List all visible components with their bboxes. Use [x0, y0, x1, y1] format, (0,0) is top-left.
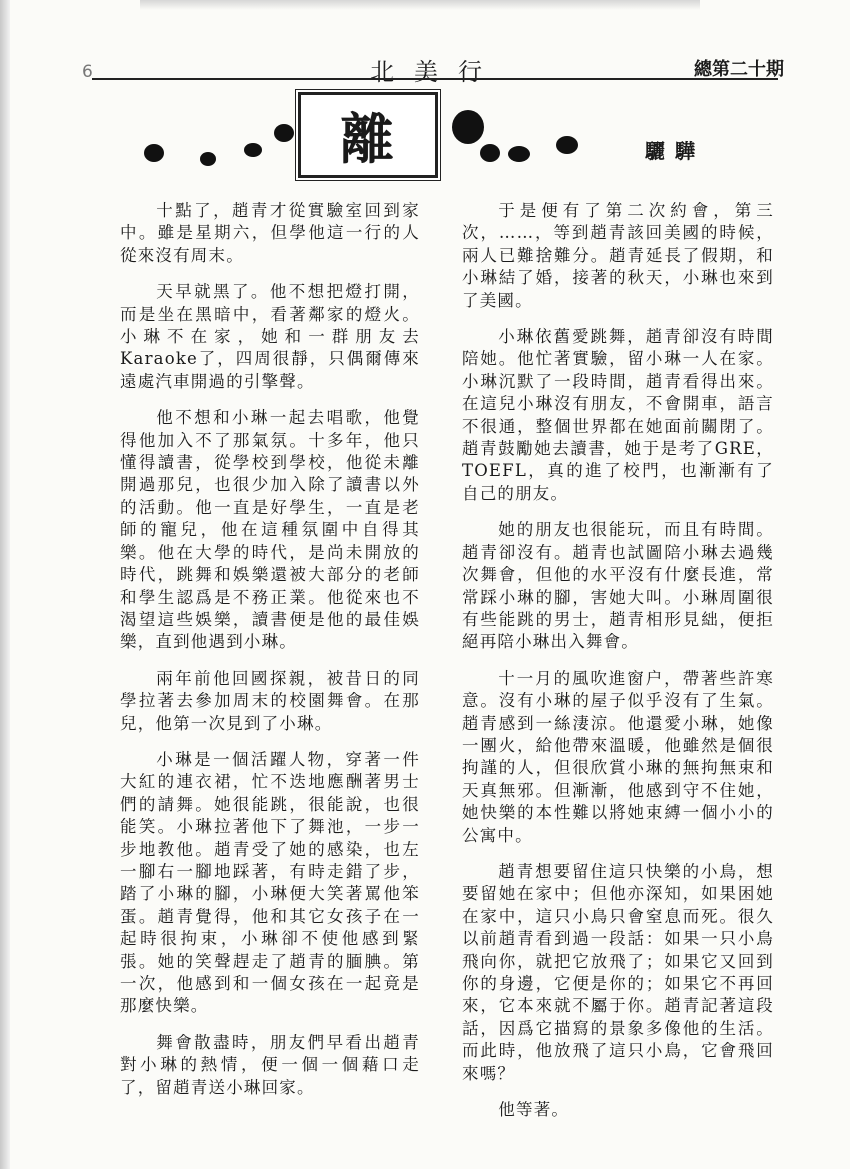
- decor-dot-right-1: [452, 110, 484, 144]
- paragraph: 十點了，趙青才從實驗室回到家中。雖是星期六，但學他這一行的人從來沒有周末。: [120, 201, 420, 265]
- decor-dot-right-2: [480, 144, 500, 162]
- paragraph: 他不想和小琳一起去唱歌，他覺得他加入不了那氣氛。十多年，他只懂得讀書，從學校到學校，他從未離開過那兒，也很少加入除了讀書以外的活動。他一直是好學生，一直是老師的寵兒，他在這種氛圍中自得其樂。他在大學的時代，是尚未開放的時代，跳舞和娛樂還被大部分的老師和學生認爲是不務正業。他從來也不渴望這些娛樂，讀書便是他的最佳娛樂，直到他遇到小琳。: [120, 408, 420, 652]
- decor-dot-right-4: [556, 136, 578, 154]
- scan-shadow: [140, 0, 700, 10]
- paragraph: 她的朋友也很能玩，而且有時間。趙青卻沒有。趙青也試圖陪小琳去過幾次舞會，但他的水平沒有什麼長進，常常踩小琳的腳，害她大叫。小琳周圍很有些能跳的男士，趙青相形見絀，便拒絕再陪小琳出入舞會。: [462, 520, 774, 652]
- right-column: [462, 200, 774, 1135]
- page-binding-edge: [0, 0, 10, 1169]
- title-box: [298, 92, 438, 178]
- paragraph: 舞會散盡時，朋友們早看出趙青對小琳的熱情，便一個一個藉口走了，留趙青送小琳回家。: [120, 1032, 420, 1097]
- decor-dot-right-3: [508, 146, 530, 162]
- paragraph: 趙青想要留住這只快樂的小鳥，想要留她在家中；但他亦深知，如果困她在家中，這只小鳥只會窒息而死。很久以前趙青看到過一段話：如果一只小鳥飛向你，就把它放飛了；如果它又回到你的身邊，它便是你的；如果它不再回來，它本來就不屬于你。趙青記著這段話，因爲它描寫的景象多像他的生活。而此時，他放飛了這只小鳥，它會飛回來嗎？: [462, 861, 774, 1083]
- paragraph: 于是便有了第二次約會，第三次，……，等到趙青該回美國的時候，兩人已難捨難分。趙青延長了假期，和小琳結了婚，接著的秋天，小琳也來到了美國。: [462, 201, 774, 310]
- decor-dot-left-1: [144, 144, 164, 162]
- decor-dot-left-2: [200, 152, 216, 166]
- decor-dot-left-3: [244, 143, 262, 157]
- paragraph: 小琳依舊愛跳舞，趙青卻沒有時間陪她。他忙著實驗，留小琳一人在家。小琳沉默了一段時間，趙青看得出來。在這兒小琳沒有朋友，不會開車，語言不很通，整個世界都在她面前關閉了。趙青鼓勵她去讀書，她于是考了GRE，TOEFL，真的進了校門，也漸漸有了自己的朋友。: [462, 327, 774, 503]
- left-column: [120, 200, 420, 1113]
- paragraph: 他等著。: [498, 1100, 570, 1120]
- issue-number: 總第二十期: [694, 59, 784, 80]
- page-number: 6: [82, 62, 93, 82]
- publication-title: 北美行: [370, 58, 502, 86]
- header-rule: [92, 78, 778, 80]
- paragraph: 十一月的風吹進窗户，帶著些許寒意。沒有小琳的屋子似乎沒有了生氣。趙青感到一絲淒涼。他還愛小琳，她像一團火，給他帶來溫暖，他雖然是個很拘謹的人，但很欣賞小琳的無拘無束和天真無邪。但漸漸，他感到守不住她，她快樂的本性難以將她束縛一個小小的公寓中。: [462, 668, 774, 845]
- article-author: 驪驊: [645, 139, 705, 163]
- paragraph: 小琳是一個活躍人物，穿著一件大紅的連衣裙，忙不迭地應酬著男士們的請舞。她很能跳，很能說，也很能笑。小琳拉著他下了舞池，一步一步地教他。趙青受了她的感染，也左一腳右一腳地踩著，有時走錯了步，踏了小琳的腳，小琳便大笑著罵他笨蛋。趙青覺得，他和其它女孩子在一起時很拘束，小琳卻不使他感到緊張。她的笑聲趕走了趙青的腼腆。第一次，他感到和一個女孩在一起竟是那麼快樂。: [120, 749, 420, 1016]
- article-title: 離: [340, 106, 396, 171]
- paragraph: 天早就黑了。他不想把燈打開，而是坐在黑暗中，看著鄰家的燈火。小琳不在家，她和一群朋友去Karaoke了，四周很靜，只偶爾傳來遠處汽車開過的引擎聲。: [120, 282, 420, 391]
- decor-dot-left-4: [274, 124, 294, 142]
- paragraph: 兩年前他回國探親，被昔日的同學拉著去參加周末的校園舞會。在那兒，他第一次見到了小琳。: [120, 668, 420, 733]
